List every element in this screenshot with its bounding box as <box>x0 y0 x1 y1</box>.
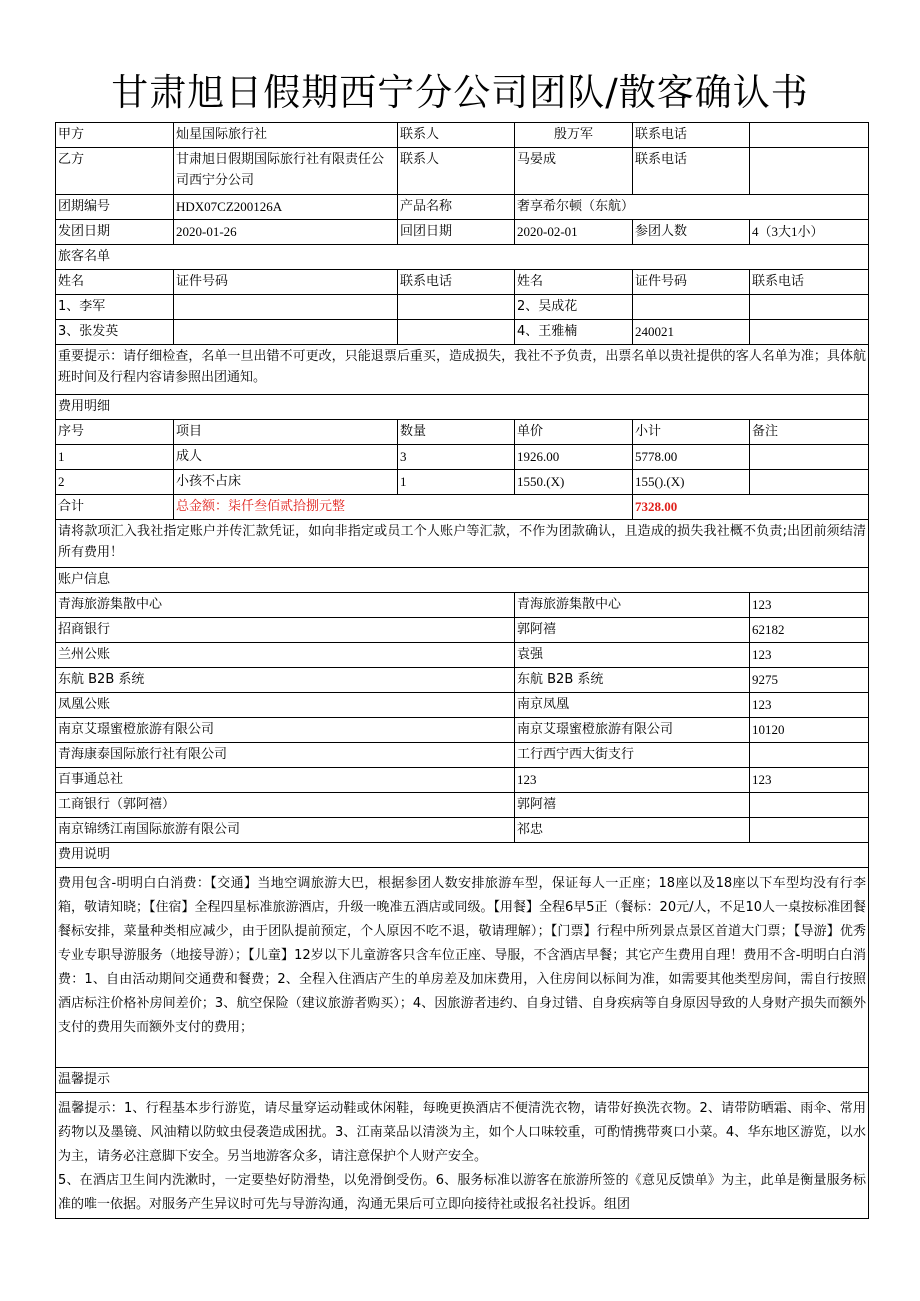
traveler-cell <box>750 295 869 320</box>
party-b-row <box>56 148 869 195</box>
traveler-row <box>56 295 869 320</box>
fee-desc-section-row <box>56 843 869 868</box>
fees-section-title: 费用明细 <box>56 395 869 420</box>
fee-cell: 3 <box>398 445 515 470</box>
account-cell <box>750 818 869 843</box>
depart-label: 发团日期 <box>56 220 174 245</box>
fee-cell: 2 <box>56 470 174 495</box>
party-a-phone <box>750 123 869 148</box>
traveler-cell: 240021 <box>633 320 750 345</box>
fee-cell: 1926.00 <box>515 445 633 470</box>
payment-notice-row <box>56 520 869 568</box>
fee-cell: 1 <box>56 445 174 470</box>
traveler-header: 姓名 <box>56 270 174 295</box>
party-a-label: 甲方 <box>56 123 174 148</box>
party-b-phone <box>750 148 869 195</box>
traveler-header: 证件号码 <box>633 270 750 295</box>
account-row <box>56 793 869 818</box>
party-a-row <box>56 123 869 148</box>
fee-row <box>56 470 869 495</box>
tips-section-row <box>56 1068 869 1093</box>
page-title: 甘肃旭日假期西宁分公司团队/散客确认书 <box>111 71 809 114</box>
account-row <box>56 668 869 693</box>
fee-header: 项目 <box>174 420 398 445</box>
traveler-header: 联系电话 <box>398 270 515 295</box>
fee-header: 备注 <box>750 420 869 445</box>
party-b-contact-label: 联系人 <box>398 148 515 195</box>
account-cell: 工行西宁西大街支行 <box>515 743 750 768</box>
account-cell: 凤凰公账 <box>56 693 515 718</box>
traveler-cell <box>398 320 515 345</box>
traveler-cell: 3、张发英 <box>56 320 174 345</box>
account-cell: 南京凤凰 <box>515 693 750 718</box>
product-name: 奢享希尔顿（东航） <box>515 195 869 220</box>
fee-header: 数量 <box>398 420 515 445</box>
group-no: HDX07CZ200126A <box>174 195 398 220</box>
account-cell: 招商银行 <box>56 618 515 643</box>
fee-cell: 1 <box>398 470 515 495</box>
fees-header-row <box>56 420 869 445</box>
account-cell: 百事通总社 <box>56 768 515 793</box>
fee-header: 序号 <box>56 420 174 445</box>
group-no-row <box>56 195 869 220</box>
product-label: 产品名称 <box>398 195 515 220</box>
traveler-cell <box>750 320 869 345</box>
fee-cell: 155().(X) <box>633 470 750 495</box>
fee-header: 小计 <box>633 420 750 445</box>
tips-text: 5、在酒店卫生间内洗漱时，一定要垫好防滑垫，以免滑倒受伤。6、服务标准以游客在旅游所签的《意见反馈单》为主，此单是衡量服务标准的唯一依据。对服务产生异议时可先与导游沟通，沟通无果后可立即向接待社或报名社投诉。组团 <box>58 1173 866 1212</box>
notice-row <box>56 345 869 395</box>
total-label: 合计 <box>56 495 174 520</box>
fee-desc-section-title: 费用说明 <box>56 843 869 868</box>
party-a-contact: 殷万军 <box>515 123 633 148</box>
account-cell: 南京艾璟蜜橙旅游有限公司 <box>56 718 515 743</box>
account-row <box>56 818 869 843</box>
fee-row <box>56 445 869 470</box>
account-row <box>56 643 869 668</box>
fee-total-row <box>56 495 869 520</box>
account-cell: 青海旅游集散中心 <box>56 593 515 618</box>
account-cell: 10120 <box>750 718 869 743</box>
traveler-count: 4（3大1小） <box>750 220 869 245</box>
fee-header: 单价 <box>515 420 633 445</box>
party-b-name: 甘肃旭日假期国际旅行社有限责任公司西宁分公司 <box>174 148 398 195</box>
traveler-cell <box>174 295 398 320</box>
travelers-section-title: 旅客名单 <box>56 245 869 270</box>
return-label: 回团日期 <box>398 220 515 245</box>
account-cell: 东航 B2B 系统 <box>515 668 750 693</box>
account-cell: 青海旅游集散中心 <box>515 593 750 618</box>
account-cell: 123 <box>750 593 869 618</box>
traveler-cell: 1、李军 <box>56 295 174 320</box>
account-row <box>56 593 869 618</box>
return-date: 2020-02-01 <box>515 220 633 245</box>
account-cell: 123 <box>515 768 750 793</box>
account-cell: 123 <box>750 643 869 668</box>
important-notice: 重要提示：请仔细检查，名单一旦出错不可更改，只能退票后重买，造成损失，我社不予负责，出票名单以贵社提供的客人名单为准；具体航班时间及行程内容请参照出团通知。 <box>56 345 869 395</box>
fee-desc-row <box>56 868 869 1068</box>
traveler-header: 联系电话 <box>750 270 869 295</box>
fee-cell: 5778.00 <box>633 445 750 470</box>
party-b-contact: 马晏成 <box>515 148 633 195</box>
party-b-phone-label: 联系电话 <box>633 148 750 195</box>
account-row <box>56 743 869 768</box>
traveler-header: 证件号码 <box>174 270 398 295</box>
group-no-label: 团期编号 <box>56 195 174 220</box>
traveler-cell: 4、王雅楠 <box>515 320 633 345</box>
account-cell: 郭阿禧 <box>515 793 750 818</box>
fees-section-row <box>56 395 869 420</box>
fee-cell: 1550.(X) <box>515 470 633 495</box>
account-cell: 9275 <box>750 668 869 693</box>
fee-cell <box>750 470 869 495</box>
account-cell: 东航 B2B 系统 <box>56 668 515 693</box>
traveler-cell <box>633 295 750 320</box>
account-cell: 祁忠 <box>515 818 750 843</box>
account-row <box>56 768 869 793</box>
account-cell: 青海康泰国际旅行社有限公司 <box>56 743 515 768</box>
total-text: 总金额：柒仟叁佰贰拾捌元整 <box>174 495 633 520</box>
account-row <box>56 618 869 643</box>
fee-cell: 小孩不占床 <box>174 470 398 495</box>
payment-notice: 请将款项汇入我社指定账户并传汇款凭证，如向非指定或员工个人账户等汇款，不作为团款确认，且造成的损失我社概不负责;出团前须结清所有费用！ <box>56 520 869 568</box>
dates-row <box>56 220 869 245</box>
depart-date: 2020-01-26 <box>174 220 398 245</box>
account-cell: 袁强 <box>515 643 750 668</box>
account-cell: 62182 <box>750 618 869 643</box>
account-cell <box>750 793 869 818</box>
account-cell: 123 <box>750 768 869 793</box>
traveler-row <box>56 320 869 345</box>
account-cell <box>750 743 869 768</box>
account-cell: 工商银行（郭阿禧） <box>56 793 515 818</box>
fee-cell <box>750 445 869 470</box>
fee-desc-text: 费用包含-明明白白消费：【交通】当地空调旅游大巴，根据参团人数安排旅游车型，保证每人一正座；18座以及18座以下车型均没有行李箱，敬请知晓；【住宿】全程四星标准旅游酒店，升级一晚准五酒店或同级。【用餐】全程6早5正（餐标：20元/人，不足10人一桌按标准团餐餐标安排，菜量种类相应减少，由于团队提前预定，个人原因不吃不退，敬请理解）；【门票】行程中所列景点景区首道大门票；【导游】优秀专业专职导游服务（地接导游）；【儿童】12岁以下儿童游客只含车位正座、导服，不含酒店早餐；其它产生费用自理！费用不含-明明白白消费：1、自由活动期间交通费和餐费；2、全程入住酒店产生的单房差及加床费用，入住房间以标间为准，如需要其他类型房间，需自行按照酒店标注价格补房间差价；3、航空保险（建议旅游者购买）；4、因旅游者违约、自身过错、自身疾病等自身原因导致的人身财产损失而额外支付的费用失而额外支付的费用； <box>56 868 869 1068</box>
travelers-section-row <box>56 245 869 270</box>
account-cell: 南京艾璟蜜橙旅游有限公司 <box>515 718 750 743</box>
account-cell: 郭阿禧 <box>515 618 750 643</box>
accounts-section-title: 账户信息 <box>56 568 869 593</box>
account-cell: 兰州公账 <box>56 643 515 668</box>
tips-section-title: 温馨提示 <box>56 1068 869 1093</box>
party-b-label: 乙方 <box>56 148 174 195</box>
traveler-cell <box>398 295 515 320</box>
tips-row <box>56 1093 869 1219</box>
tips-text: 温馨提示：1、行程基本步行游览，请尽量穿运动鞋或休闲鞋，每晚更换酒店不便清洗衣物，请带好换洗衣物。2、请带防晒霜、雨伞、常用药物以及墨镜、风油精以防蚊虫侵袭造成困扰。3、江南菜品以清淡为主，如个人口味较重，可酌情携带爽口小菜。4、华东地区游览，以水为主，请务必注意脚下安全。另当地游客众多，请注意保护个人财产安全。 <box>58 1101 866 1164</box>
traveler-cell: 2、吴成花 <box>515 295 633 320</box>
account-row <box>56 718 869 743</box>
accounts-section-row <box>56 568 869 593</box>
party-a-phone-label: 联系电话 <box>633 123 750 148</box>
party-a-name: 灿星国际旅行社 <box>174 123 398 148</box>
account-cell: 123 <box>750 693 869 718</box>
traveler-header: 姓名 <box>515 270 633 295</box>
account-row <box>56 693 869 718</box>
travelers-header-row <box>56 270 869 295</box>
total-amount: 7328.00 <box>633 495 869 520</box>
traveler-cell <box>174 320 398 345</box>
party-a-contact-label: 联系人 <box>398 123 515 148</box>
confirmation-table <box>55 122 869 1219</box>
account-cell: 南京锦绣江南国际旅游有限公司 <box>56 818 515 843</box>
count-label: 参团人数 <box>633 220 750 245</box>
fee-cell: 成人 <box>174 445 398 470</box>
